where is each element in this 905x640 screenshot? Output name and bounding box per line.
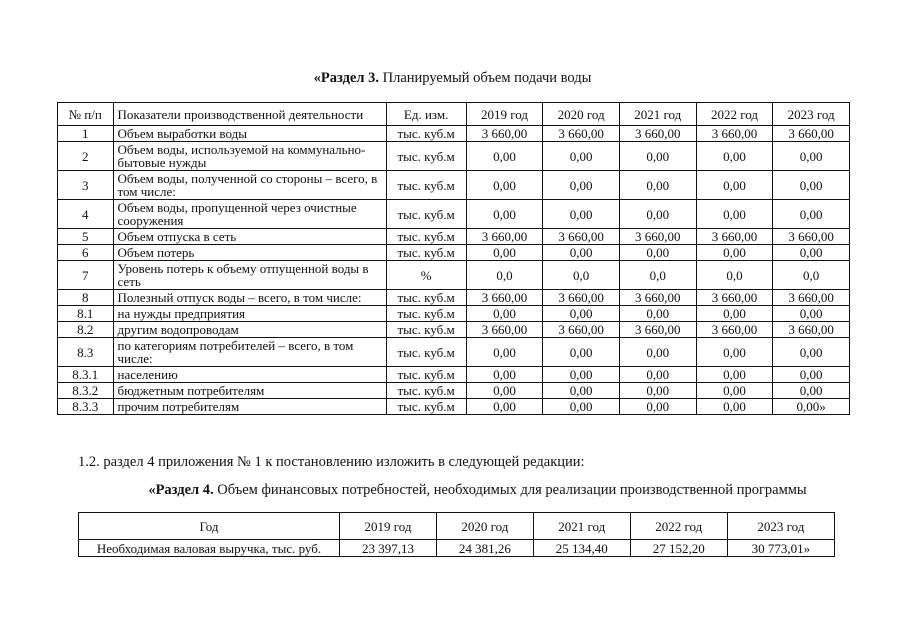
revenue-2021: 25 134,40	[533, 540, 630, 557]
row-unit: тыс. куб.м	[386, 171, 466, 200]
row-value: 3 660,00	[466, 290, 543, 306]
row-value: 0,00	[619, 200, 696, 229]
row-number: 6	[58, 245, 114, 261]
row-unit: тыс. куб.м	[386, 399, 466, 415]
header-2019: 2019 год	[466, 103, 543, 126]
row-value: 0,0	[773, 261, 850, 290]
row-number: 4	[58, 200, 114, 229]
row-value: 3 660,00	[543, 322, 620, 338]
section-4-title	[0, 482, 905, 499]
row-value: 3 660,00	[773, 290, 850, 306]
row-indicator: Объем воды, полученной со стороны – всего, в том числе:	[113, 171, 386, 200]
row-value: 3 660,00	[773, 126, 850, 142]
revenue-2019: 23 397,13	[340, 540, 437, 557]
row-value: 0,00	[696, 399, 773, 415]
row-number: 8.1	[58, 306, 114, 322]
header-2020: 2020 год	[543, 103, 620, 126]
row-indicator: другим водопроводам	[113, 322, 386, 338]
row-indicator: Объем воды, пропущенной через очистные сооружения	[113, 200, 386, 229]
table-row	[58, 306, 850, 322]
row-value: 3 660,00	[696, 229, 773, 245]
header-indicator: Показатели производственной деятельности	[113, 103, 386, 126]
table-row	[58, 322, 850, 338]
row-value: 3 660,00	[696, 126, 773, 142]
row-number: 8	[58, 290, 114, 306]
row-value: 0,00	[543, 142, 620, 171]
row-value: 0,00	[543, 338, 620, 367]
row-value: 0,00	[696, 367, 773, 383]
row-number: 8.3	[58, 338, 114, 367]
row-indicator: бюджетным потребителям	[113, 383, 386, 399]
section-3-title-bold: «Раздел 3.	[313, 70, 379, 86]
revenue-2020: 24 381,26	[436, 540, 533, 557]
row-indicator: Полезный отпуск воды – всего, в том числе:	[113, 290, 386, 306]
row-indicator: по категориям потребителей – всего, в том числе:	[113, 338, 386, 367]
table-row	[58, 245, 850, 261]
row-unit: тыс. куб.м	[386, 229, 466, 245]
table-row	[58, 338, 850, 367]
row-indicator: Объем выработки воды	[113, 126, 386, 142]
fin-header-2022: 2022 год	[630, 513, 727, 540]
row-value: 0,00	[696, 245, 773, 261]
row-unit: тыс. куб.м	[386, 290, 466, 306]
row-value: 0,00	[543, 171, 620, 200]
section-3-title	[0, 70, 905, 87]
row-value: 0,00	[773, 171, 850, 200]
row-value: 0,00	[696, 200, 773, 229]
revenue-label: Необходимая валовая выручка, тыс. руб.	[79, 540, 340, 557]
row-value: 0,00	[773, 383, 850, 399]
row-number: 7	[58, 261, 114, 290]
row-unit: %	[386, 261, 466, 290]
table-row	[58, 399, 850, 415]
table-body	[58, 126, 850, 415]
row-value: 0,0	[466, 261, 543, 290]
row-value: 3 660,00	[619, 229, 696, 245]
row-unit: тыс. куб.м	[386, 383, 466, 399]
table-row	[58, 229, 850, 245]
row-value: 0,00	[543, 399, 620, 415]
row-value: 0,00	[773, 245, 850, 261]
row-value: 0,00	[773, 306, 850, 322]
row-value: 0,00	[773, 200, 850, 229]
row-value: 0,00	[773, 338, 850, 367]
row-value: 0,00	[619, 383, 696, 399]
header-2021: 2021 год	[619, 103, 696, 126]
row-indicator: прочим потребителям	[113, 399, 386, 415]
row-value: 3 660,00	[543, 126, 620, 142]
row-indicator: населению	[113, 367, 386, 383]
row-number: 3	[58, 171, 114, 200]
header-2023: 2023 год	[773, 103, 850, 126]
row-unit: тыс. куб.м	[386, 306, 466, 322]
table-row	[58, 367, 850, 383]
row-value: 0,00	[466, 338, 543, 367]
row-value: 0,00	[466, 142, 543, 171]
row-value: 0,00	[466, 383, 543, 399]
row-value: 0,00	[619, 367, 696, 383]
row-unit: тыс. куб.м	[386, 142, 466, 171]
row-unit: тыс. куб.м	[386, 200, 466, 229]
row-value: 0,00	[466, 171, 543, 200]
row-value: 0,00	[619, 306, 696, 322]
row-value: 0,00	[696, 306, 773, 322]
table-row	[58, 261, 850, 290]
row-value: 0,00	[543, 367, 620, 383]
row-value: 0,0	[619, 261, 696, 290]
row-value: 0,00	[619, 399, 696, 415]
header-number: № п/п	[58, 103, 114, 126]
section-3-title-text: Планируемый объем подачи воды	[378, 70, 592, 86]
section-4-title-bold: «Раздел 4.	[148, 482, 214, 498]
row-number: 1	[58, 126, 114, 142]
financial-needs-table	[78, 512, 835, 557]
water-supply-table	[57, 102, 850, 415]
row-value: 0,00	[619, 245, 696, 261]
row-value: 3 660,00	[773, 229, 850, 245]
row-value: 0,00	[619, 338, 696, 367]
row-value: 3 660,00	[466, 229, 543, 245]
row-unit: тыс. куб.м	[386, 322, 466, 338]
row-value: 3 660,00	[773, 322, 850, 338]
row-value: 3 660,00	[619, 322, 696, 338]
fin-header-2020: 2020 год	[436, 513, 533, 540]
row-value: 3 660,00	[696, 290, 773, 306]
row-unit: тыс. куб.м	[386, 367, 466, 383]
financial-value-row	[79, 540, 835, 557]
row-value: 3 660,00	[466, 322, 543, 338]
revenue-2022: 27 152,20	[630, 540, 727, 557]
row-value: 0,00	[466, 245, 543, 261]
row-value: 0,00	[696, 383, 773, 399]
table-row	[58, 126, 850, 142]
row-number: 2	[58, 142, 114, 171]
header-2022: 2022 год	[696, 103, 773, 126]
table-row	[58, 200, 850, 229]
row-indicator: Объем потерь	[113, 245, 386, 261]
row-value: 0,00	[543, 383, 620, 399]
row-value: 0,0	[696, 261, 773, 290]
row-number: 8.3.3	[58, 399, 114, 415]
row-indicator: Объем воды, используемой на коммунально-бытовые нужды	[113, 142, 386, 171]
row-value: 3 660,00	[619, 126, 696, 142]
row-unit: тыс. куб.м	[386, 338, 466, 367]
row-value: 0,00	[466, 399, 543, 415]
row-value: 0,00	[543, 200, 620, 229]
table-header-row	[58, 103, 850, 126]
row-value: 0,00	[773, 367, 850, 383]
row-value: 0,00	[466, 306, 543, 322]
row-value: 0,00	[619, 171, 696, 200]
fin-header-2019: 2019 год	[340, 513, 437, 540]
row-value: 3 660,00	[696, 322, 773, 338]
header-unit: Ед. изм.	[386, 103, 466, 126]
row-value: 3 660,00	[543, 290, 620, 306]
revenue-2023: 30 773,01»	[727, 540, 834, 557]
row-indicator: на нужды предприятия	[113, 306, 386, 322]
amendment-paragraph: 1.2. раздел 4 приложения № 1 к постановлению изложить в следующей редакции:	[78, 454, 585, 470]
row-value: 0,00»	[773, 399, 850, 415]
row-number: 8.2	[58, 322, 114, 338]
row-value: 3 660,00	[543, 229, 620, 245]
row-indicator: Объем отпуска в сеть	[113, 229, 386, 245]
row-value: 3 660,00	[466, 126, 543, 142]
table-row	[58, 142, 850, 171]
table-row	[58, 171, 850, 200]
row-number: 8.3.1	[58, 367, 114, 383]
table-row	[58, 290, 850, 306]
header-year-label: Год	[79, 513, 340, 540]
table-row	[58, 383, 850, 399]
fin-header-2023: 2023 год	[727, 513, 834, 540]
row-value: 0,00	[696, 142, 773, 171]
row-value: 0,00	[466, 200, 543, 229]
row-value: 0,00	[543, 306, 620, 322]
row-value: 3 660,00	[619, 290, 696, 306]
row-value: 0,00	[543, 245, 620, 261]
financial-header-row	[79, 513, 835, 540]
row-value: 0,0	[543, 261, 620, 290]
row-unit: тыс. куб.м	[386, 126, 466, 142]
row-value: 0,00	[696, 338, 773, 367]
row-indicator: Уровень потерь к объему отпущенной воды в сеть	[113, 261, 386, 290]
row-number: 8.3.2	[58, 383, 114, 399]
row-unit: тыс. куб.м	[386, 245, 466, 261]
fin-header-2021: 2021 год	[533, 513, 630, 540]
row-value: 0,00	[466, 367, 543, 383]
section-4-title-text: Объем финансовых потребностей, необходимых для реализации производственной программы	[213, 482, 807, 498]
row-value: 0,00	[773, 142, 850, 171]
row-value: 0,00	[619, 142, 696, 171]
row-value: 0,00	[696, 171, 773, 200]
row-number: 5	[58, 229, 114, 245]
